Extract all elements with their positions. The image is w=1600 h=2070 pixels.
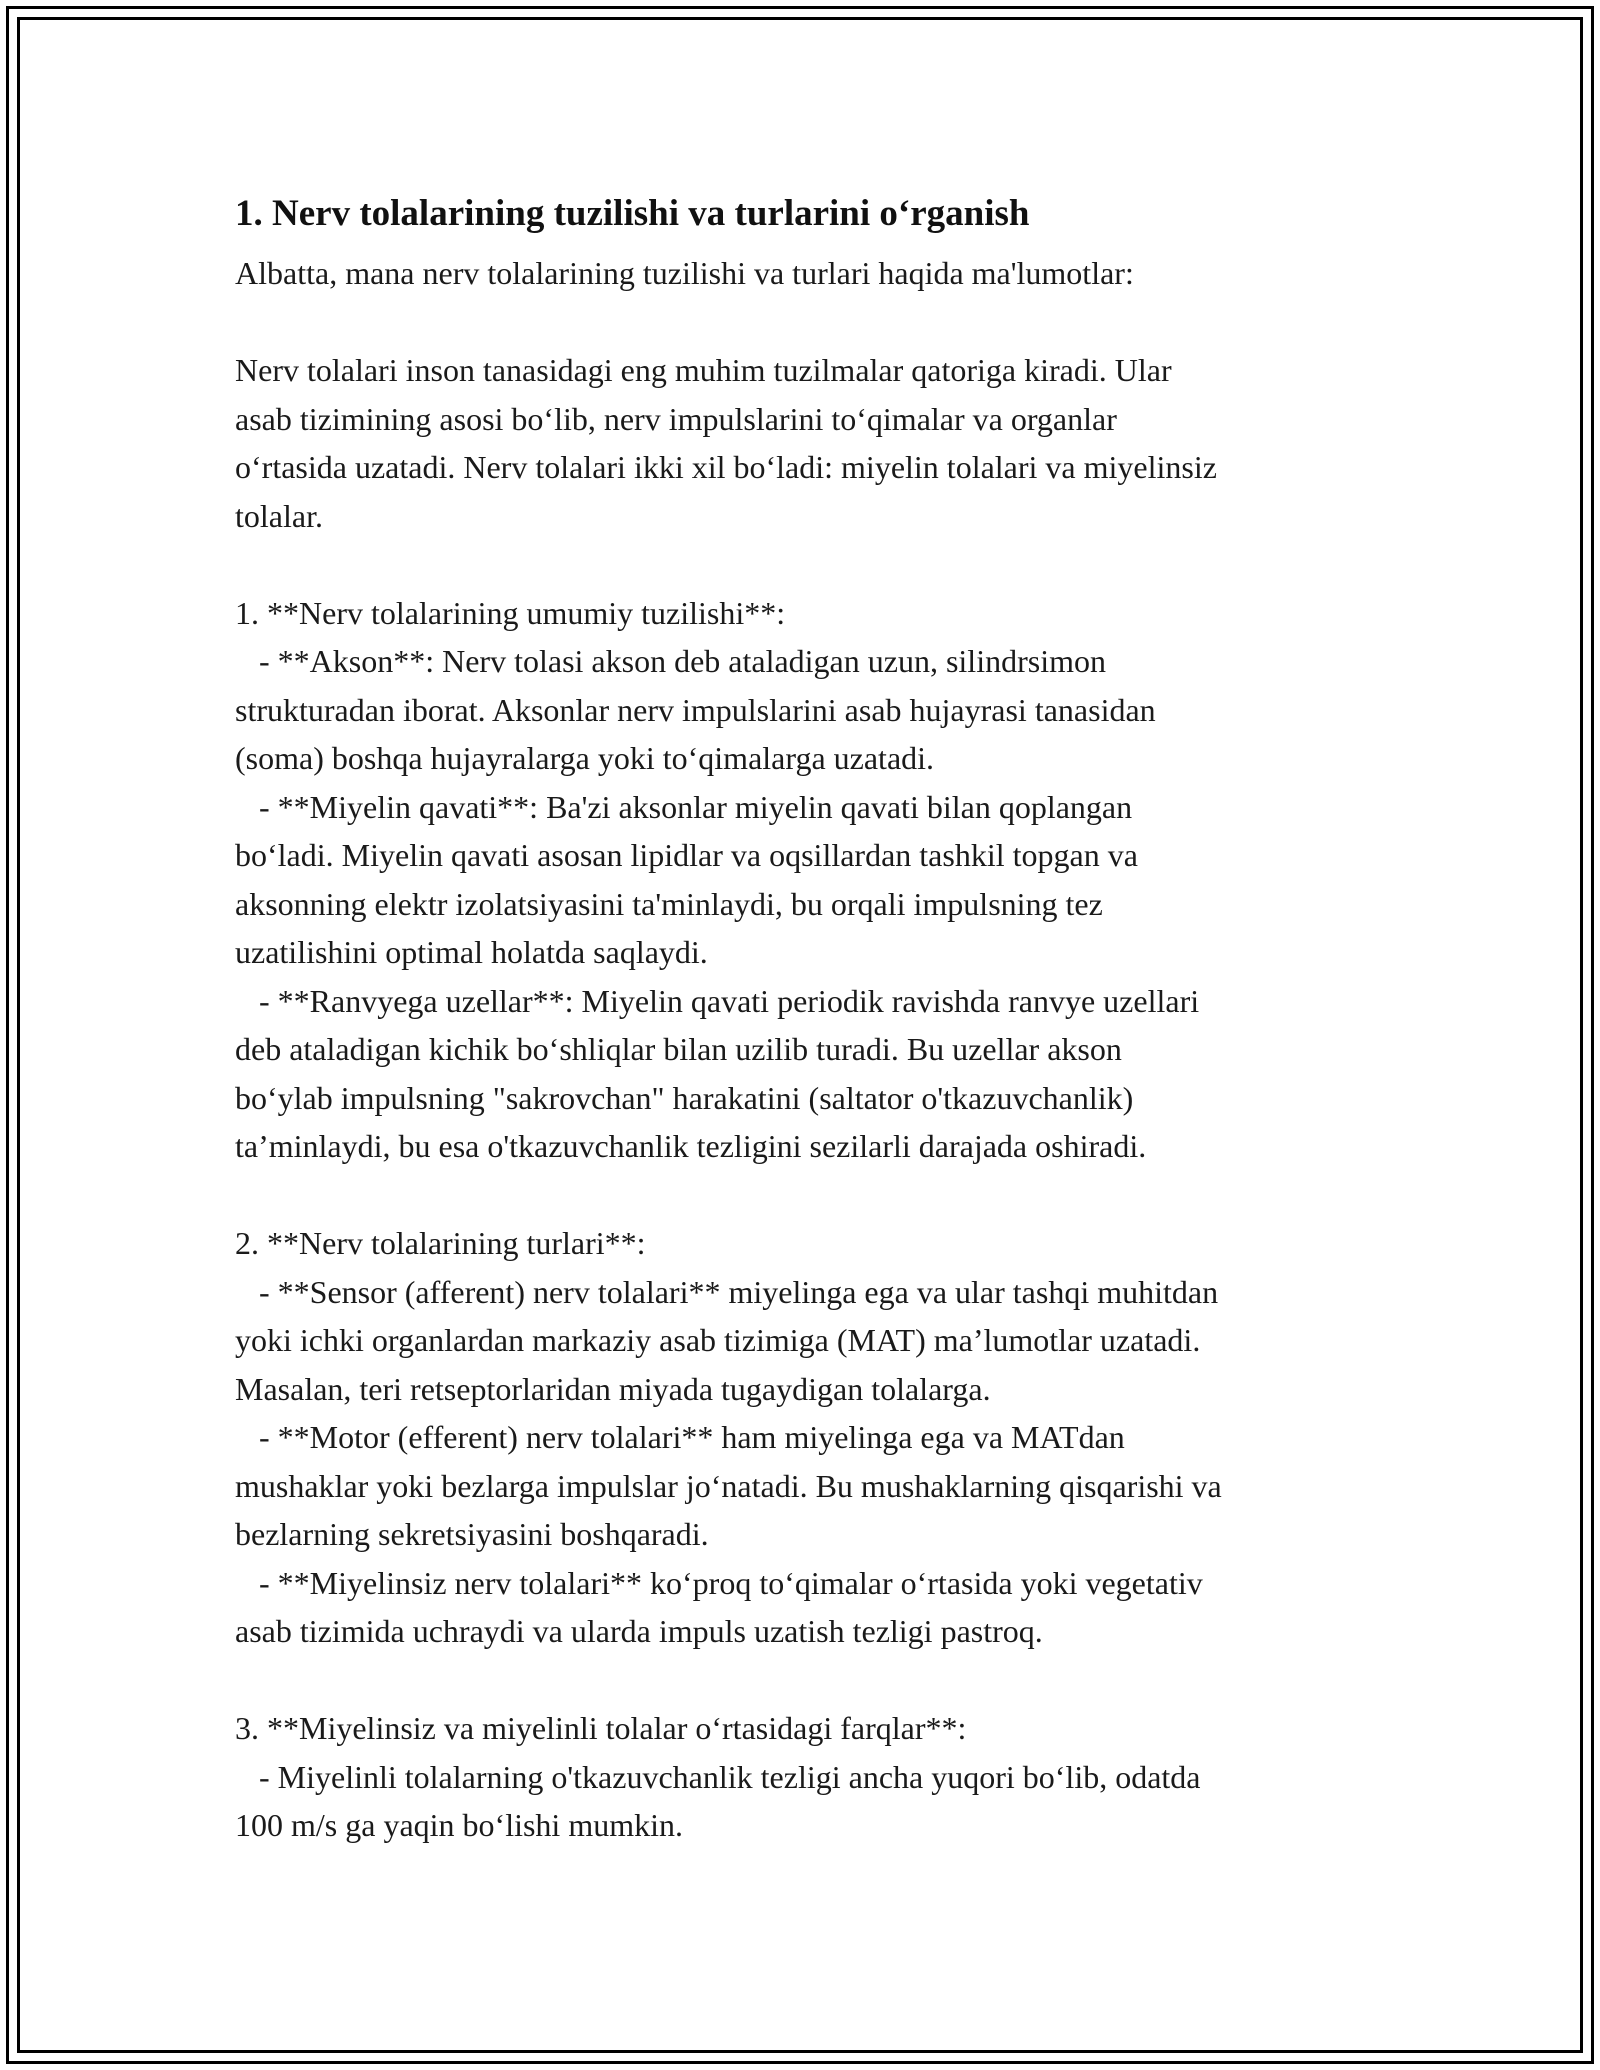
document-body	[235, 185, 1375, 1850]
section-structure: 1. **Nerv tolalarining umumiy tuzilishi**: - **Akson**: Nerv tolasi akson deb ataladigan uzun, silindrsimon strukturadan iborat. Aksonlar nerv impulslarini asab hujayrasi tanasidan (soma) boshqa hujayralarga yoki to‘qimalarga uzatadi. - **Miyelin qavati**: Ba'zi aksonlar miyelin qavati bilan qoplangan bo‘ladi. Miyelin qavati asosan lipidlar va oqsillardan tashkil topgan va aksonning elektr izolatsiyasini ta'minlaydi, bu orqali impulsning tez uzatilishini optimal holatda saqlaydi. - **Ranvyega uzellar**: Miyelin qavati periodik ravishda ranvye uzellari deb ataladigan kichik bo‘shliqlar bilan uzilib turadi. Bu uzellar akson bo‘ylab impulsning "sakrovchan" harakatini (saltator o'tkazuvchanlik) ta’minlaydi, bu esa o'tkazuvchanlik tezligini sezilarli darajada oshiradi.	[235, 594, 1200, 1164]
overview-paragraph: Nerv tolalari inson tanasidagi eng muhim tuzilmalar qatoriga kiradi. Ular asab tizimining asosi bo‘lib, nerv impulslarini to‘qimalar va organlar o‘rtasida uzatadi. Nerv tolalari ikki xil bo‘ladi: miyelin tolalari va miyelinsiz tolalar.	[235, 352, 1217, 534]
intro-paragraph: Albatta, mana nerv tolalarining tuzilishi va turlari haqida ma'lumotlar:	[235, 255, 1134, 291]
section-types: 2. **Nerv tolalarining turlari**: - **Sensor (afferent) nerv tolalari** miyelinga ega va ular tashqi muhitdan yoki ichki organlardan markaziy asab tizimiga (MAT) ma’lumotlar uzatadi. Masalan, teri retseptorlaridan miyada tugaydigan tolalarga. - **Motor (efferent) nerv tolalari** ham miyelinga ega va MATdan mushaklar yoki bezlarga impulslar jo‘natadi. Bu mushaklarning qisqarishi va bezlarning sekretsiyasini boshqaradi. - **Miyelinsiz nerv tolalari** ko‘proq to‘qimalar o‘rtasida yoki vegetativ asab tizimida uchraydi va ularda impuls uzatish tezligi pastroq.	[235, 1225, 1222, 1649]
document-title: 1. Nerv tolalarining tuzilishi va turlarini o‘rganish	[235, 193, 1030, 234]
section-differences: 3. **Miyelinsiz va miyelinli tolalar o‘rtasidagi farqlar**: - Miyelinli tolalarning o'tkazuvchanlik tezligi ancha yuqori bo‘lib, odatda 100 m/s ga yaqin bo‘lishi mumkin.	[235, 1710, 1201, 1843]
